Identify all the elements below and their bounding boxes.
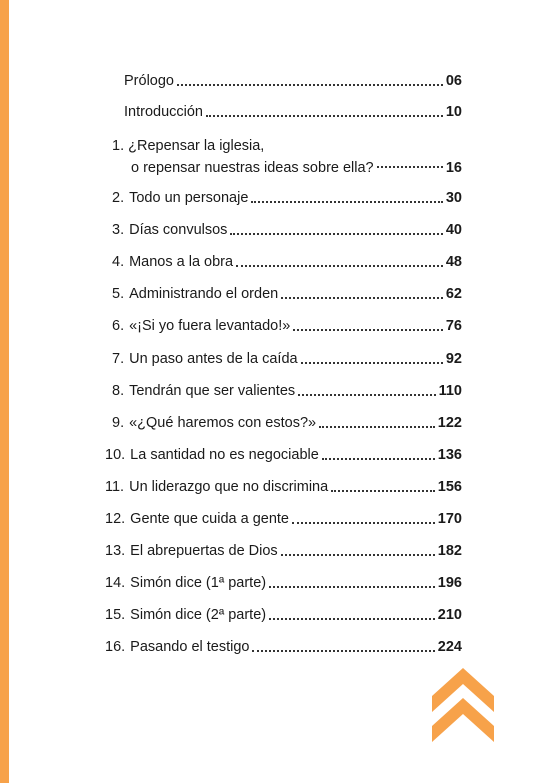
- toc-entry-chapter[interactable]: [112, 189, 462, 207]
- toc-entry-number: 15.: [105, 607, 126, 623]
- toc-entry-page: 10: [445, 104, 462, 120]
- toc-entry-page: 06: [445, 73, 462, 89]
- toc-entry-page: 136: [437, 447, 462, 463]
- toc-entry-title: Días convulsos: [129, 222, 228, 238]
- toc-entry-number: 3.: [112, 222, 125, 238]
- toc-entry-title: Un paso antes de la caída: [129, 351, 298, 367]
- toc-entry-page: 40: [445, 222, 462, 238]
- dot-leader: [230, 233, 442, 235]
- dot-leader: [293, 329, 443, 331]
- toc-entry-chapter[interactable]: [112, 317, 462, 335]
- dot-leader: [298, 394, 435, 396]
- dot-leader: [377, 166, 443, 168]
- toc-entry-number: 4.: [112, 254, 125, 270]
- toc-entry-number: 10.: [105, 447, 126, 463]
- toc-entry-title: Simón dice (1ª parte): [130, 575, 267, 591]
- toc-entry-page: 76: [445, 318, 462, 334]
- dot-leader: [319, 426, 435, 428]
- toc-entry-chapter[interactable]: [105, 510, 462, 528]
- toc-entry-page: 16: [445, 160, 462, 176]
- toc-entry-title: «¡Si yo fuera levantado!»: [129, 318, 291, 334]
- toc-entry-page: 110: [438, 383, 462, 399]
- toc-entry-number: 11.: [105, 479, 125, 495]
- toc-entry-page: 182: [437, 543, 462, 559]
- toc-entry-page: 48: [445, 254, 462, 270]
- dot-leader: [292, 522, 435, 524]
- dot-leader: [322, 458, 435, 460]
- toc-entry-chapter[interactable]: [105, 574, 462, 592]
- toc-entry-title: La santidad no es negociable: [130, 447, 319, 463]
- toc-entry-number: 7.: [112, 351, 125, 367]
- toc-entry-chapter[interactable]: [105, 478, 462, 496]
- toc-entry-page: 156: [437, 479, 462, 495]
- toc-entry-title: Introducción: [124, 104, 203, 120]
- toc-entry-title: «¿Qué haremos con estos?»: [129, 415, 317, 431]
- toc-entry-page: 224: [437, 639, 462, 655]
- toc-entry-title: Todo un personaje: [129, 190, 249, 206]
- dot-leader: [281, 554, 435, 556]
- toc-entry-chapter[interactable]: [105, 638, 462, 656]
- dot-leader: [269, 586, 435, 588]
- toc-entry-prologue[interactable]: [124, 72, 462, 90]
- toc-entry-chapter-1[interactable]: [112, 135, 462, 179]
- toc-entry-title-line1: [112, 135, 462, 157]
- toc-entry-title: Un liderazgo que no discrimina: [129, 479, 329, 495]
- double-chevron-up-icon: [432, 668, 494, 742]
- toc-entry-chapter[interactable]: [112, 350, 462, 368]
- toc-entry-title: El abrepuertas de Dios: [130, 543, 278, 559]
- toc-entry-title-cont: o repensar nuestras ideas sobre ella?: [131, 160, 374, 176]
- dot-leader: [301, 362, 443, 364]
- toc-entry-number: 2.: [112, 190, 125, 206]
- toc-entry-intro[interactable]: [124, 103, 462, 121]
- dot-leader: [331, 490, 435, 492]
- toc-entry-page: 210: [437, 607, 462, 623]
- dot-leader: [252, 650, 434, 652]
- toc-entry-number: 16.: [105, 639, 126, 655]
- toc-entry-chapter[interactable]: [105, 606, 462, 624]
- toc-entry-chapter[interactable]: [112, 253, 462, 271]
- toc-entry-title: Administrando el orden: [129, 286, 279, 302]
- toc-entry-page: 92: [445, 351, 462, 367]
- toc-entry-title: Manos a la obra: [129, 254, 234, 270]
- toc-entry-number: 12.: [105, 511, 126, 527]
- toc-entry-chapter[interactable]: [105, 446, 462, 464]
- toc-entry-title: Gente que cuida a gente: [130, 511, 289, 527]
- toc-entry-number: 6.: [112, 318, 125, 334]
- toc-entry-title: Tendrán que ser valientes: [129, 383, 296, 399]
- toc-entry-title-line2: [112, 157, 462, 179]
- toc-entry-chapter[interactable]: [112, 414, 462, 432]
- toc-entry-chapter[interactable]: [112, 285, 462, 303]
- toc-entry-title: Pasando el testigo: [130, 639, 250, 655]
- toc-entry-number: 1.: [112, 138, 125, 154]
- dot-leader: [281, 297, 443, 299]
- toc-entry-number: 9.: [112, 415, 125, 431]
- toc-entry-title: ¿Repensar la iglesia,: [128, 138, 265, 154]
- toc-entry-title: Prólogo: [124, 73, 174, 89]
- toc-entry-page: 62: [445, 286, 462, 302]
- dot-leader: [251, 201, 442, 203]
- dot-leader: [206, 115, 443, 117]
- toc-entry-page: 170: [437, 511, 462, 527]
- toc-entry-number: 13.: [105, 543, 126, 559]
- toc-entry-page: 196: [437, 575, 462, 591]
- toc-entry-number: 5.: [112, 286, 125, 302]
- dot-leader: [177, 84, 443, 86]
- dot-leader: [269, 618, 435, 620]
- toc-entry-chapter[interactable]: [105, 542, 462, 560]
- toc-entry-page: 30: [445, 190, 462, 206]
- toc-entry-number: 14.: [105, 575, 126, 591]
- toc-entry-page: 122: [437, 415, 462, 431]
- toc-entry-chapter[interactable]: [112, 221, 462, 239]
- toc-entry-title: Simón dice (2ª parte): [130, 607, 267, 623]
- toc-entry-chapter[interactable]: [112, 382, 462, 400]
- toc-entry-number: 8.: [112, 383, 125, 399]
- dot-leader: [236, 265, 443, 267]
